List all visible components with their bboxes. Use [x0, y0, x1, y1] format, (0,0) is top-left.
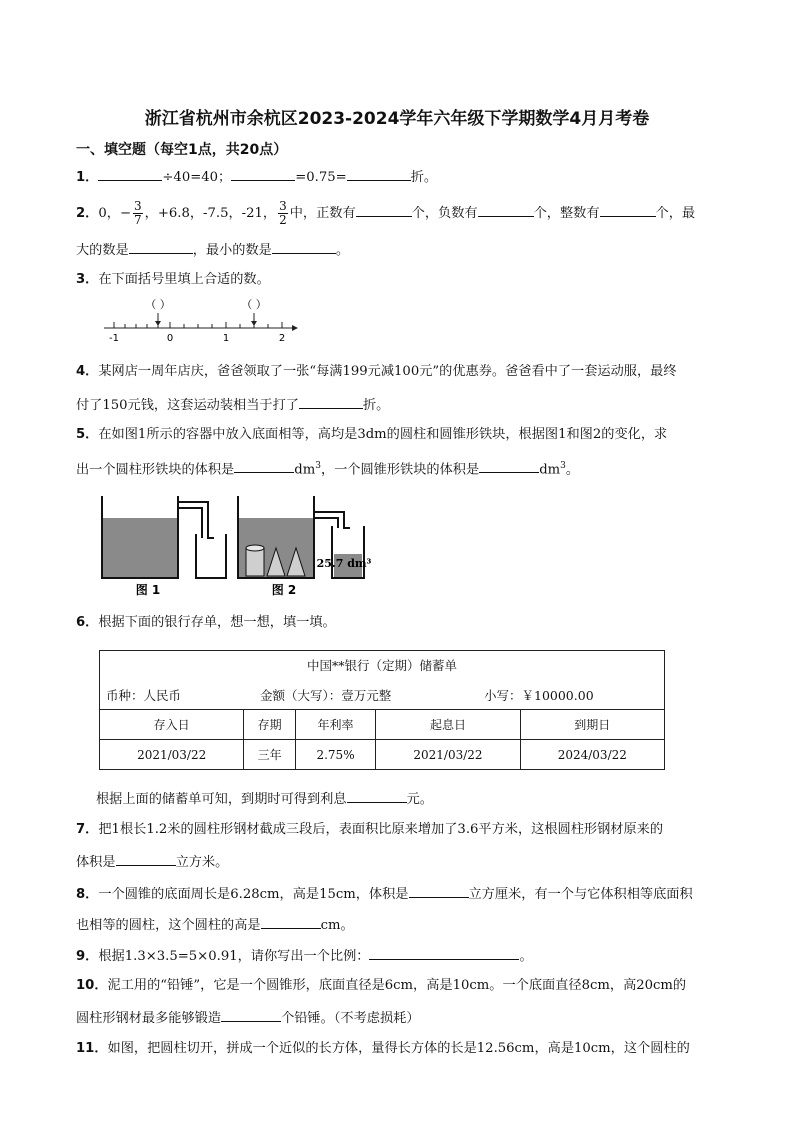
- question-text: 元。: [406, 792, 433, 807]
- question-text: 。: [565, 462, 580, 478]
- question-8: [76, 883, 693, 905]
- question-text: 一个圆锥的底面周长是6.28cm，高是15cm，体积是: [98, 887, 409, 902]
- arrow-icon: [251, 321, 257, 326]
- question-text: 个铅锤。（不考虑损耗）: [281, 1011, 420, 1026]
- question-text: =0.75=: [295, 170, 347, 185]
- deposit-table: [99, 709, 665, 770]
- page-title: 浙江省杭州市余杭区2023-2024学年六年级下学期数学4月月考卷: [144, 109, 650, 129]
- figure-label: 图 1: [135, 583, 161, 597]
- question-10: [76, 976, 686, 996]
- question-6-followup: [96, 788, 433, 810]
- question-2-line-2: [76, 239, 349, 261]
- overflow-pipe: [178, 508, 202, 538]
- answer-blank[interactable]: [478, 202, 534, 217]
- question-4: [76, 362, 677, 382]
- answer-blank[interactable]: [261, 914, 321, 929]
- cylinder-top: [246, 545, 264, 551]
- question-text: 根据1.3×3.5=5×0.91，请你写出一个比例：: [98, 949, 370, 964]
- question-7: [76, 820, 663, 840]
- tick-label: 2: [278, 333, 286, 344]
- amount-numeric: 小写：￥10000.00: [484, 688, 594, 703]
- question-1: [76, 166, 437, 188]
- question-text: 。: [335, 243, 350, 258]
- question-text: 根据下面的银行存单，想一想，填一填。: [98, 615, 336, 630]
- container-figure: [96, 488, 378, 598]
- question-text: 个，整数有: [533, 206, 600, 221]
- question-text: cm。: [320, 918, 354, 933]
- question-text: 立方厘米，有一个与它体积相等底面积: [468, 887, 693, 902]
- question-text: 0，−: [98, 206, 132, 221]
- question-text: ÷40=40；: [162, 170, 232, 185]
- answer-blank[interactable]: [129, 239, 193, 254]
- fraction: [133, 200, 143, 227]
- question-number: 5．: [76, 427, 99, 442]
- answer-blank[interactable]: [600, 202, 656, 217]
- question-text: 个，最: [655, 206, 696, 221]
- question-text: 付了150元钱，这套运动装相当于打了: [76, 398, 299, 413]
- question-number: 1．: [76, 170, 99, 185]
- superscript: 3: [560, 461, 566, 471]
- superscript: 3: [315, 461, 321, 471]
- arrow-icon: [155, 321, 161, 326]
- amount-uppercase: 金额（大写）：壹万元整: [260, 688, 392, 703]
- figure-label: 图 2: [271, 583, 297, 597]
- currency-label: 币种：人民币: [106, 688, 182, 703]
- question-text: 折。: [362, 398, 390, 413]
- table-cell: 三年: [244, 740, 295, 770]
- tick-label: -1: [109, 333, 119, 344]
- question-text: 折。: [410, 170, 438, 185]
- question-text: 也相等的圆柱，这个圆柱的高是: [76, 918, 261, 933]
- question-text: 体积是: [76, 855, 116, 870]
- table-cell: 2024/03/22: [520, 740, 664, 770]
- question-5: [76, 425, 667, 445]
- tick-label: 1: [222, 333, 230, 344]
- table-header: 起息日: [376, 710, 520, 740]
- numerator: 3: [134, 199, 142, 213]
- water-fill: [102, 518, 178, 578]
- figure-1-container: [102, 496, 226, 578]
- answer-blank[interactable]: [347, 788, 407, 803]
- question-text: 如图，把圆柱切开，拼成一个近似的长方体，量得长方体的长是12.56cm，高是10cm，这个圆柱的: [107, 1041, 690, 1056]
- volume-label: 25.7 dm³: [316, 557, 372, 570]
- question-number: 2．: [76, 206, 99, 221]
- tick-label: 0: [166, 333, 174, 344]
- question-5-line-2: [76, 456, 579, 480]
- answer-parenthesis[interactable]: （ ）: [145, 298, 171, 311]
- question-text: 个，负数有: [411, 206, 478, 221]
- table-header: 到期日: [520, 710, 664, 740]
- table-cell: 2021/03/22: [100, 740, 244, 770]
- question-text: 立方米。: [175, 855, 229, 870]
- question-text: 在如图1所示的容器中放入底面相等，高均是3dm的圆柱和圆锥形铁块，根据图1和图2的变化，求: [98, 427, 668, 442]
- question-text: 泥工用的“铅锤”，它是一个圆锥形，底面直径是6cm，高是10cm。一个底面直径8cm，高20cm的: [107, 978, 687, 993]
- answer-blank[interactable]: [369, 945, 519, 960]
- question-text: 中，正数有: [289, 206, 356, 221]
- question-6: [76, 613, 336, 633]
- numerator: 3: [279, 199, 287, 213]
- question-8-line-2: [76, 914, 354, 936]
- question-number: 10．: [76, 978, 108, 993]
- question-text: 根据上面的储蓄单可知，到期时可得到利息: [96, 792, 347, 807]
- denominator: 2: [279, 213, 287, 227]
- answer-blank[interactable]: [409, 883, 469, 898]
- question-9: [76, 945, 533, 967]
- denominator: 7: [134, 213, 142, 227]
- answer-blank[interactable]: [116, 851, 176, 866]
- question-text: ，一个圆锥形铁块的体积是: [320, 462, 480, 478]
- answer-blank[interactable]: [299, 394, 363, 409]
- question-text: 。: [519, 949, 533, 964]
- question-text: 圆柱形钢材最多能够锻造: [76, 1011, 222, 1026]
- table-header-row: [100, 710, 665, 740]
- answer-blank[interactable]: [234, 458, 294, 473]
- table-cell: 2.75%: [295, 740, 375, 770]
- question-text: 把1根长1.2米的圆柱形钢材截成三段后，表面积比原来增加了3.6平方米，这根圆柱形钢材原来的: [98, 822, 664, 837]
- question-3: [76, 270, 270, 290]
- answer-blank[interactable]: [347, 166, 411, 181]
- question-number: 8．: [76, 887, 99, 902]
- fraction: [278, 200, 288, 227]
- arrow-icon: [292, 325, 298, 331]
- overflow-pipe: [314, 518, 338, 528]
- question-text: 在下面括号里填上合适的数。: [98, 272, 270, 287]
- number-line-figure: [100, 296, 300, 346]
- answer-blank[interactable]: [221, 1007, 281, 1022]
- answer-blank[interactable]: [231, 166, 295, 181]
- table-header: 年利率: [295, 710, 375, 740]
- question-number: 11．: [76, 1041, 108, 1056]
- question-11: [76, 1039, 690, 1059]
- table-header: 存期: [244, 710, 295, 740]
- unit: dm: [539, 462, 561, 478]
- answer-blank[interactable]: [479, 458, 539, 473]
- section-heading: 一、填空题（每空1点，共20点）: [76, 142, 288, 158]
- question-text: 某网店一周年店庆，爸爸领取了一张“每满199元减100元”的优惠券。爸爸看中了一套运动服，最终: [98, 364, 677, 379]
- answer-blank[interactable]: [98, 166, 162, 181]
- table-header: 存入日: [100, 710, 244, 740]
- deposit-slip-title: 中国**银行（定期）储蓄单: [306, 658, 457, 673]
- table-row: [100, 740, 665, 770]
- table-cell: 2021/03/22: [376, 740, 520, 770]
- answer-blank[interactable]: [356, 202, 412, 217]
- question-10-line-2: [76, 1007, 420, 1029]
- question-number: 7．: [76, 822, 99, 837]
- question-text: ，+6.8，-7.5，-21，: [144, 206, 277, 221]
- unit: dm: [294, 462, 316, 478]
- question-number: 6．: [76, 615, 99, 630]
- question-2: [76, 200, 695, 227]
- question-number: 3．: [76, 272, 99, 287]
- answer-parenthesis[interactable]: （ ）: [241, 298, 267, 311]
- question-text: 出一个圆柱形铁块的体积是: [76, 462, 235, 478]
- question-4-line-2: [76, 394, 389, 416]
- question-7-line-2: [76, 851, 228, 873]
- small-cup: [196, 534, 226, 578]
- question-number: 4．: [76, 364, 99, 379]
- question-text: ，最小的数是: [192, 243, 272, 258]
- question-text: 大的数是: [76, 243, 129, 258]
- cylinder-block: [246, 548, 264, 576]
- overflow-pipe: [314, 512, 350, 528]
- answer-blank[interactable]: [272, 239, 336, 254]
- question-number: 9．: [76, 949, 99, 964]
